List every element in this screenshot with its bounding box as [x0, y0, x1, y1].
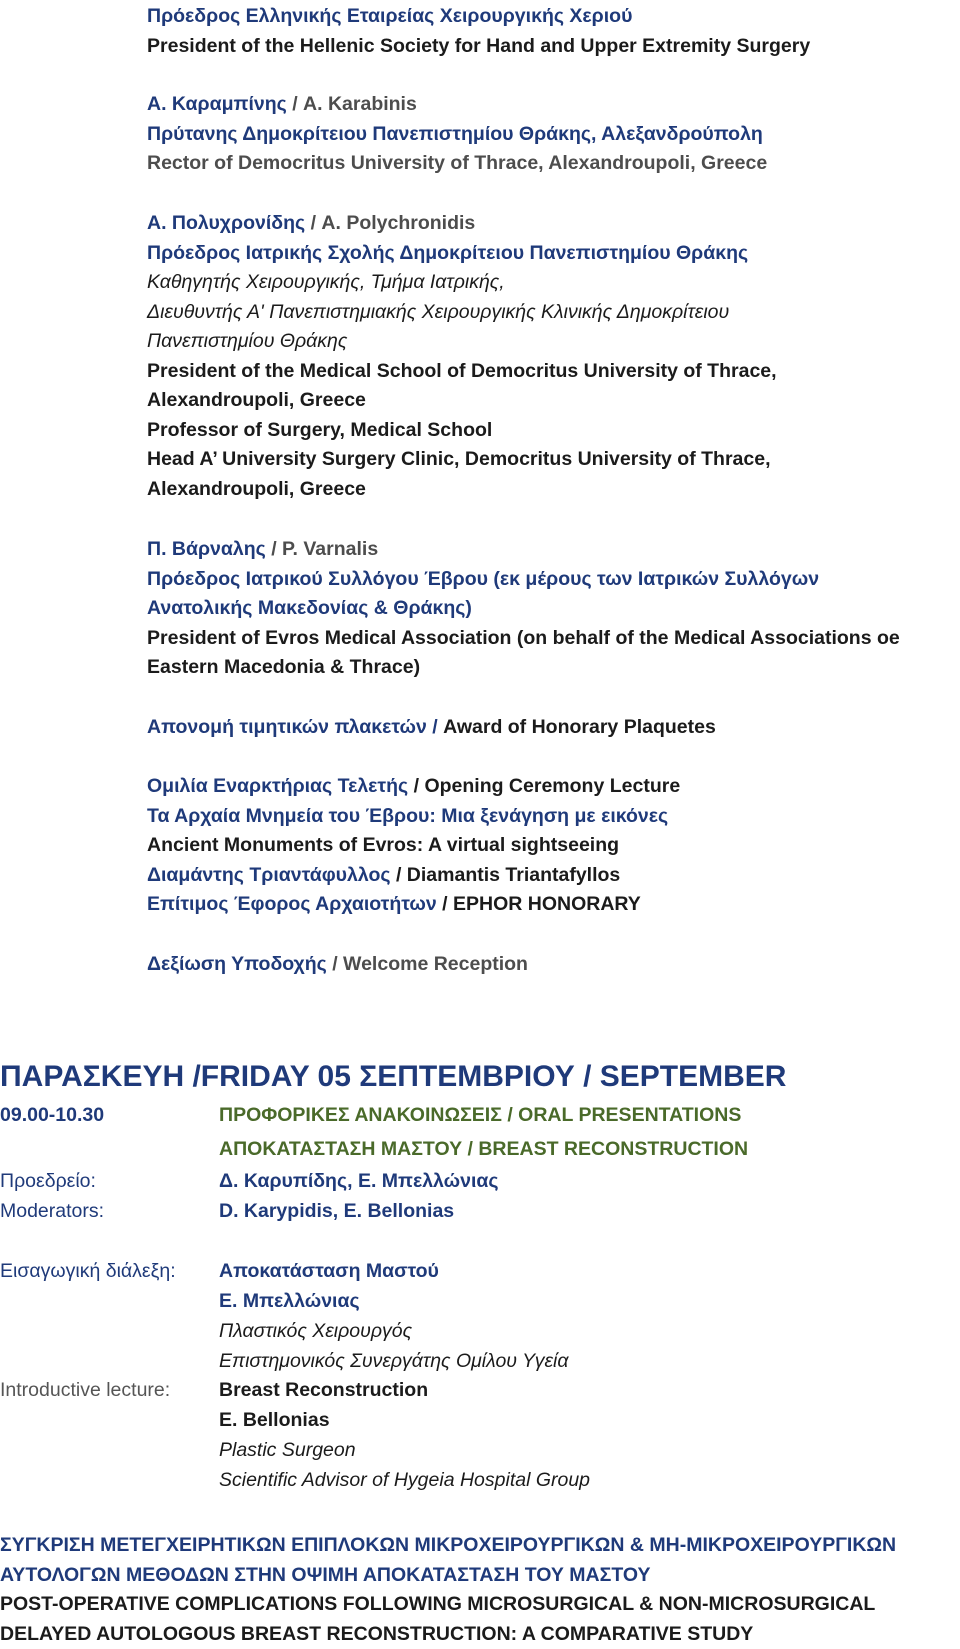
polychronidis-block [147, 209, 960, 504]
polychronidis-name: Α. Πολυχρονίδης / A. Polychronidis [147, 209, 960, 239]
moderators-en: D. Karypidis, E. Bellonias [219, 1196, 454, 1226]
intro-en-row [0, 1375, 960, 1405]
award-line: Απονομή τιμητικών πλακετών / Award of Honorary Plaquetes [147, 713, 960, 743]
intro-speaker-en-row [0, 1405, 960, 1435]
reception-block [147, 950, 960, 980]
opening-lecture-block [147, 772, 960, 920]
opening-lecture-heading: Ομιλία Εναρκτήριας Τελετής / Opening Ceremony Lecture [147, 772, 960, 802]
day-heading: ΠΑΡΑΣΚΕΥΗ /FRIDAY 05 ΣΕΠΤΕΜΒΡΙΟΥ / SEPTEMBER [0, 1057, 786, 1097]
intro-label-en: Introductive lecture: [0, 1375, 170, 1405]
intro-role-en-1: Plastic Surgeon [219, 1435, 356, 1465]
polychronidis-line-en-4: Head A’ University Surgery Clinic, Democritus University of Thrace, [147, 445, 960, 475]
reception-line: Δεξίωση Υποδοχής / Welcome Reception [147, 950, 960, 980]
polychronidis-line-gr-1: Καθηγητής Χειρουργικής, Τμήμα Ιατρικής, [147, 268, 960, 298]
varnalis-title-gr-2: Ανατολικής Μακεδονίας & Θράκης) [147, 594, 960, 624]
intro-topic-en: Breast Reconstruction [219, 1375, 428, 1405]
award-block [147, 713, 960, 743]
hssh-title-gr: Πρόεδρος Ελληνικής Εταιρείας Χειρουργικής Χεριού [147, 2, 960, 32]
intro-speaker-en: E. Bellonias [219, 1405, 330, 1435]
intro-role-en-2: Scientific Advisor of Hygeia Hospital Group [219, 1465, 590, 1495]
intro-role-gr-1-row [0, 1316, 960, 1346]
hssh-president-block [147, 2, 960, 61]
polychronidis-line-en-1: President of the Medical School of Democritus University of Thrace, [147, 357, 960, 387]
polychronidis-line-en-2: Alexandroupoli, Greece [147, 386, 960, 416]
moderators-gr: Δ. Καρυπίδης, Ε. Μπελλώνιας [219, 1166, 499, 1196]
moderators-gr-row [0, 1166, 960, 1196]
varnalis-title-en-2: Eastern Macedonia & Thrace) [147, 653, 960, 683]
intro-speaker-gr: Ε. Μπελλώνιας [219, 1286, 360, 1316]
varnalis-title-gr-1: Πρόεδρος Ιατρικού Συλλόγου Έβρου (εκ μέρους των Ιατρικών Συλλόγων [147, 565, 960, 595]
paper-title-gr-2: ΑΥΤΟΛΟΓΩΝ ΜΕΘΟΔΩΝ ΣΤΗΝ ΟΨΙΜΗ ΑΠΟΚΑΤΑΣΤΑΣΗ ΤΟΥ ΜΑΣΤΟΥ [0, 1561, 960, 1591]
paper-title-en-2: DELAYED AUTOLOGOUS BREAST RECONSTRUCTION: A COMPARATIVE STUDY [0, 1620, 960, 1649]
intro-topic-gr: Αποκατάσταση Μαστού [219, 1256, 439, 1286]
intro-role-gr-1: Πλαστικός Χειρουργός [219, 1316, 412, 1346]
moderators-label-gr: Προεδρείο: [0, 1166, 96, 1196]
session-time-row [0, 1100, 960, 1130]
intro-role-gr-2: Επιστημονικός Συνεργάτης Ομίλου Υγεία [219, 1346, 569, 1376]
varnalis-title-en-1: President of Evros Medical Association (on behalf of the Medical Associations oe [147, 624, 960, 654]
varnalis-block [147, 535, 960, 683]
moderators-label-en: Moderators: [0, 1196, 104, 1226]
session-title-1: ΠΡΟΦΟΡΙΚΕΣ ΑΝΑΚΟΙΝΩΣΕΙΣ / ORAL PRESENTATIONS [219, 1100, 741, 1130]
polychronidis-line-gr-3: Πανεπιστημίου Θράκης [147, 327, 960, 357]
session-time: 09.00-10.30 [0, 1100, 104, 1130]
karabinis-title-en: Rector of Democritus University of Thrace, Alexandroupoli, Greece [147, 149, 960, 179]
intro-label-gr: Εισαγωγική διάλεξη: [0, 1256, 176, 1286]
opening-speaker: Διαμάντης Τριαντάφυλλος / Diamantis Triantafyllos [147, 861, 960, 891]
intro-gr-row [0, 1256, 960, 1286]
paper-title-gr-1: ΣΥΓΚΡΙΣΗ ΜΕΤΕΓΧΕΙΡΗΤΙΚΩΝ ΕΠΙΠΛΟΚΩΝ ΜΙΚΡΟΧΕΙΡΟΥΡΓΙΚΩΝ & ΜΗ-ΜΙΚΡΟΧΕΙΡΟΥΡΓΙΚΩΝ [0, 1531, 960, 1561]
polychronidis-line-en-5: Alexandroupoli, Greece [147, 475, 960, 505]
opening-speaker-title: Επίτιμος Έφορος Αρχαιοτήτων / EPHOR HONORARY [147, 890, 960, 920]
paper-title-block [0, 1531, 960, 1649]
polychronidis-title-gr: Πρόεδρος Ιατρικής Σχολής Δημοκρίτειου Πανεπιστημίου Θράκης [147, 239, 960, 269]
opening-topic-gr: Τα Αρχαία Μνημεία του Έβρου: Μια ξενάγηση με εικόνες [147, 802, 960, 832]
intro-speaker-gr-row [0, 1286, 960, 1316]
moderators-en-row [0, 1196, 960, 1226]
hssh-title-en: President of the Hellenic Society for Hand and Upper Extremity Surgery [147, 32, 960, 62]
intro-role-en-1-row [0, 1435, 960, 1465]
karabinis-block [147, 90, 960, 179]
session-title-row [0, 1134, 960, 1164]
session-title-2: ΑΠΟΚΑΤΑΣΤΑΣΗ ΜΑΣΤΟΥ / BREAST RECONSTRUCTION [219, 1134, 748, 1164]
varnalis-name: Π. Βάρναλης / P. Varnalis [147, 535, 960, 565]
intro-role-gr-2-row [0, 1346, 960, 1376]
polychronidis-line-en-3: Professor of Surgery, Medical School [147, 416, 960, 446]
intro-role-en-2-row [0, 1465, 960, 1495]
paper-title-en-1: POST-OPERATIVE COMPLICATIONS FOLLOWING MICROSURGICAL & NON-MICROSURGICAL [0, 1590, 960, 1620]
karabinis-title-gr: Πρύτανης Δημοκρίτειου Πανεπιστημίου Θράκης, Αλεξανδρούπολη [147, 120, 960, 150]
opening-topic-en: Ancient Monuments of Evros: A virtual sightseeing [147, 831, 960, 861]
polychronidis-line-gr-2: Διευθυντής Α' Πανεπιστημιακής Χειρουργικής Κλινικής Δημοκρίτειου [147, 298, 960, 328]
karabinis-name: Α. Καραμπίνης / A. Karabinis [147, 90, 960, 120]
